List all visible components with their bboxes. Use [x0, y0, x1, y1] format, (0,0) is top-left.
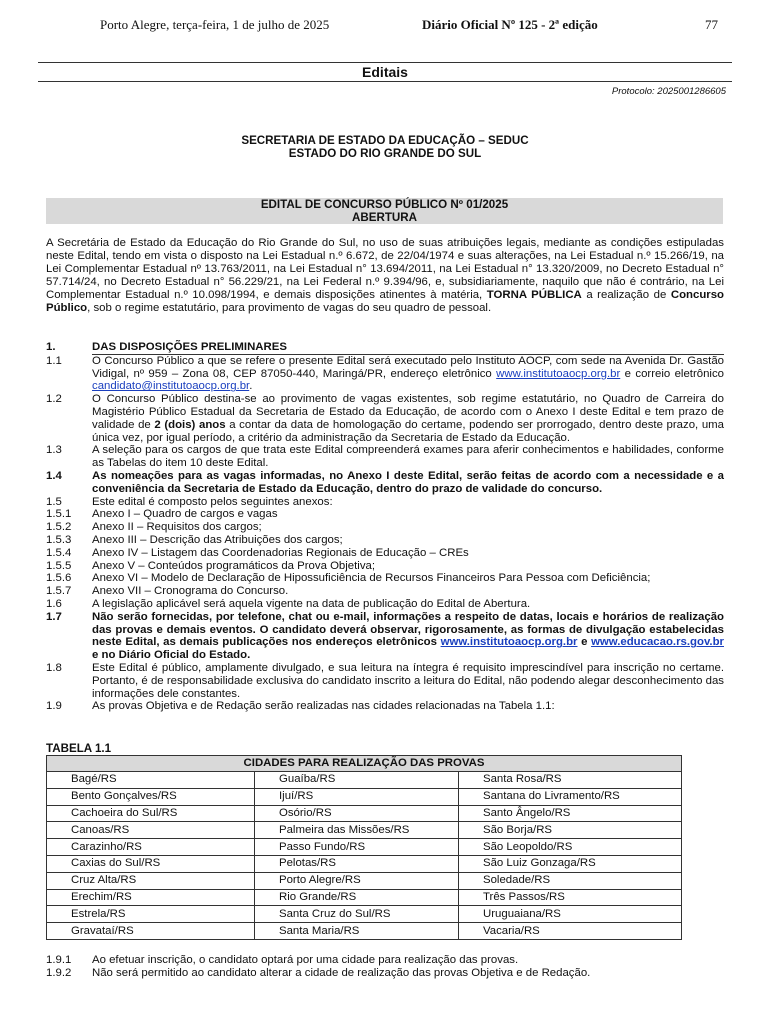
item-1-7: [46, 611, 724, 662]
table-row: [47, 772, 682, 789]
item-number: 1.7: [46, 610, 62, 623]
table-row: [47, 788, 682, 805]
item-text-part: .: [249, 380, 253, 393]
item-text-part: e: [577, 636, 592, 649]
item-bold-part: 2 (dois) anos: [154, 418, 226, 431]
table-cell: Caxias do Sul/RS: [47, 855, 255, 872]
item-number: 1.1: [46, 354, 62, 367]
table-row: [47, 923, 682, 940]
cities-table: [46, 755, 682, 940]
table-cell: Erechim/RS: [47, 889, 255, 906]
edital-title: EDITAL DE CONCURSO PÚBLICO Nº 01/2025: [260, 198, 509, 211]
item-number: 1.5.2: [46, 521, 72, 534]
item-1-8: [46, 662, 724, 700]
table-cell: Cruz Alta/RS: [47, 872, 255, 889]
table-cell: São Borja/RS: [459, 822, 682, 839]
item-1-9: [46, 700, 724, 713]
item-number: 1.4: [46, 469, 62, 482]
item-text: Este edital é composto pelos seguintes anexos:: [92, 495, 333, 508]
item-text: A legislação aplicável será aquela vigente na data de publicação do Edital de Abertura.: [92, 597, 531, 610]
table-cell: Uruguaiana/RS: [459, 906, 682, 923]
item-number: 1.5.4: [46, 546, 72, 559]
table-cell: Carazinho/RS: [47, 839, 255, 856]
intro-bold-1: TORNA PÚBLICA: [486, 289, 582, 301]
item-text: Anexo IV – Listagem das Coordenadorias Regionais de Educação – CREs: [92, 546, 469, 559]
section-1: [46, 341, 724, 713]
intro-text-2: a realização de: [581, 289, 671, 301]
table-cell: Três Passos/RS: [459, 889, 682, 906]
table-row: [47, 839, 682, 856]
website-link[interactable]: www.educacao.rs.gov.br: [591, 636, 724, 649]
item-number: 1.5.1: [46, 508, 72, 521]
email-link[interactable]: candidato@institutoaocp.org.br: [92, 380, 250, 393]
item-text: Ao efetuar inscrição, o candidato optará por uma cidade para realização das provas.: [92, 954, 519, 966]
item-text-part: Não serão fornecidas, por telefone, chat ou e-mail, informações a respeito de datas, locais e horários de realização das provas e demais eventos. O candidato deverá observar, rigorosamente, as formas de divulgação estabelecidas neste Edital, as demais publicações nos endereços eletrônicos: [92, 610, 724, 649]
item-text: As provas Objetiva e de Redação serão realizadas nas cidades relacionadas na Tabela 1.1:: [92, 700, 555, 713]
item-1-4: [46, 470, 724, 496]
item-text: Anexo II – Requisitos dos cargos;: [92, 521, 262, 534]
annex-item: [46, 560, 724, 573]
table-row: [47, 855, 682, 872]
table-row: [47, 889, 682, 906]
item-text: Anexo VII – Cronograma do Concurso.: [92, 585, 289, 598]
section-number: 1.: [46, 341, 56, 353]
table-label: TABELA 1.1: [46, 742, 112, 755]
item-text: [92, 393, 724, 444]
item-text: Anexo V – Conteúdos programáticos da Prova Objetiva;: [92, 559, 376, 572]
table-cell: Santa Cruz do Sul/RS: [255, 906, 459, 923]
item-number: 1.5: [46, 495, 62, 508]
table-cell: Santo Ângelo/RS: [459, 805, 682, 822]
table-cell: Rio Grande/RS: [255, 889, 459, 906]
page-header: [38, 18, 732, 36]
website-link[interactable]: www.institutoaocp.org.br: [440, 636, 578, 649]
item-number: 1.3: [46, 444, 62, 457]
item-number: 1.9.2: [46, 966, 72, 979]
organization-heading: [38, 134, 732, 160]
header-page-number: 77: [705, 17, 718, 32]
item-text: Anexo VI – Modelo de Declaração de Hipossuficiência de Recursos Financeiros Para Pessoa com Deficiência;: [92, 572, 651, 585]
org-line-1: SECRETARIA DE ESTADO DA EDUCAÇÃO – SEDUC: [241, 134, 529, 147]
table-cell: Passo Fundo/RS: [255, 839, 459, 856]
table-cell: Vacaria/RS: [459, 923, 682, 940]
item-text: Este Edital é público, amplamente divulgado, e sua leitura na íntegra é requisito imprescindível para inscrição no certame. Portanto, é de responsabilidade exclusiva do candidato inscrito a leitura do Edital, não podendo alegar desconhecimento das informações dele constantes.: [92, 661, 724, 700]
intro-paragraph: [46, 237, 724, 315]
table-row: [47, 872, 682, 889]
item-text-part: e correio eletrônico: [620, 367, 724, 380]
table-cell: Guaíba/RS: [255, 772, 459, 789]
item-1-9-2: [46, 967, 724, 980]
item-text: [92, 611, 724, 662]
item-number: 1.5.3: [46, 533, 72, 546]
table-cell: Cachoeira do Sul/RS: [47, 805, 255, 822]
item-number: 1.9.1: [46, 954, 72, 966]
item-1-1: [46, 355, 724, 393]
table-row: [47, 822, 682, 839]
item-1-5: [46, 496, 724, 509]
item-text-part: O Concurso Público a que se refere o presente Edital será executado pelo Instituto AOCP, com sede na Avenida Dr. Gastão Vidigal, nº 959 – Zona 08, CEP 87050-440, Maringá/PR, endereço eletrônico: [92, 354, 724, 380]
table-cell: São Luiz Gonzaga/RS: [459, 855, 682, 872]
item-number: 1.9: [46, 700, 62, 713]
item-number: 1.2: [46, 393, 62, 406]
item-1-6: [46, 598, 724, 611]
edital-subtitle: ABERTURA: [351, 210, 418, 224]
item-number: 1.5.6: [46, 572, 72, 585]
item-number: 1.5.5: [46, 559, 72, 572]
item-1-9-1: [46, 954, 724, 967]
intro-text-3: , sob o regime estatutário, para provimento de vagas do seu quadro de pessoal.: [87, 302, 492, 314]
item-text: As nomeações para as vagas informadas, no Anexo I deste Edital, serão feitas de acordo com a necessidade e a conveniência da Secretaria de Estado da Educação, dentro do prazo de validade do concurso.: [92, 469, 724, 495]
table-cell: Porto Alegre/RS: [255, 872, 459, 889]
section-1-title: [46, 341, 724, 355]
table-header-row: [47, 756, 682, 772]
protocol-number: Protocolo: 2025001286605: [611, 86, 726, 97]
table-cell: Osório/RS: [255, 805, 459, 822]
sub-items-1-9: [46, 954, 724, 980]
item-text-part: O Concurso Público destina-se ao provimento de vagas existentes, sob regime estatutário, no Quadro de Carreira do Magistério Público Estadual da Secretaria de Estado da Educação, de acordo com o Anexo I deste Edital e tem prazo de validade de: [92, 393, 724, 431]
table-cell: Estrela/RS: [47, 906, 255, 923]
item-text: Anexo I – Quadro de cargos e vagas: [92, 508, 278, 521]
item-1-2: [46, 393, 724, 444]
table-row: [47, 906, 682, 923]
header-date: Porto Alegre, terça-feira, 1 de julho de 2025: [100, 17, 330, 32]
table-cell: Santa Maria/RS: [255, 923, 459, 940]
table-cell: Canoas/RS: [47, 822, 255, 839]
table-cell: Soledade/RS: [459, 872, 682, 889]
table-cell: Ijuí/RS: [255, 788, 459, 805]
item-text: Não será permitido ao candidato alterar a cidade de realização das provas Objetiva e de Redação.: [92, 966, 591, 979]
item-1-3: [46, 444, 724, 470]
table-row: [47, 805, 682, 822]
table-cell: Palmeira das Missões/RS: [255, 822, 459, 839]
item-text: A seleção para os cargos de que trata este Edital compreenderá exames para aferir conhecimentos e habilidades, conforme as Tabelas do item 10 deste Edital.: [92, 444, 724, 470]
item-number: 1.8: [46, 661, 62, 674]
item-number: 1.5.7: [46, 585, 72, 598]
table-cell: Gravataí/RS: [47, 923, 255, 940]
org-line-2: ESTADO DO RIO GRANDE DO SUL: [288, 147, 482, 160]
annex-item: [46, 534, 724, 547]
item-text: [92, 355, 724, 393]
annex-item: [46, 508, 724, 521]
annex-item: [46, 572, 724, 585]
annex-item: [46, 585, 724, 598]
table-cell: Santa Rosa/RS: [459, 772, 682, 789]
item-text-part: a contar da data de homologação do certame, podendo ser prorrogado, dentro deste prazo, uma única vez, por igual período, a critério da administração da Secretaria de Estado da Educação.: [92, 418, 724, 444]
table-cell: Santana do Livramento/RS: [459, 788, 682, 805]
intro-text-1: A Secretária de Estado da Educação do Rio Grande do Sul, no uso de suas atribuições legais, mediante as condições estipuladas neste Edital, tendo em vista o disposto na Lei Estadual n.º 6.672, de 22/04/1974 e suas alterações, na Lei Estadual n.º 15.266/19, na Lei Complementar Estadual nº 13.763/2011, na Lei Estadual n° 13.694/2011, na Lei Estadual n° 13.320/2009, no Decreto Estadual n° 57.714/24, no Decreto Estadual n° 56.229/21, na Lei Federal n.º 9.394/96, e, subsidiariamente, naquilo que não é contrário, na Lei Complementar Estadual n.º 10.098/1994, e demais disposições atinentes à matéria,: [46, 237, 724, 301]
section-title: Editais: [38, 62, 732, 82]
edital-title-box: [46, 198, 723, 224]
header-edition: Diário Oficial Nº 125 - 2ª edição: [422, 17, 598, 32]
section-heading: DAS DISPOSIÇÕES PRELIMINARES: [92, 341, 724, 355]
table-header: CIDADES PARA REALIZAÇÃO DAS PROVAS: [47, 756, 682, 772]
table-cell: São Leopoldo/RS: [459, 839, 682, 856]
annex-item: [46, 521, 724, 534]
item-text: Anexo III – Descrição das Atribuições dos cargos;: [92, 533, 343, 546]
table-cell: Bento Gonçalves/RS: [47, 788, 255, 805]
annex-item: [46, 547, 724, 560]
intro-bold-2: Concurso Público: [46, 289, 725, 314]
item-text-part: e no Diário Oficial do Estado.: [92, 649, 251, 662]
website-link[interactable]: www.institutoaocp.org.br: [496, 367, 621, 380]
item-number: 1.6: [46, 597, 62, 610]
table-cell: Pelotas/RS: [255, 855, 459, 872]
table-cell: Bagé/RS: [47, 772, 255, 789]
